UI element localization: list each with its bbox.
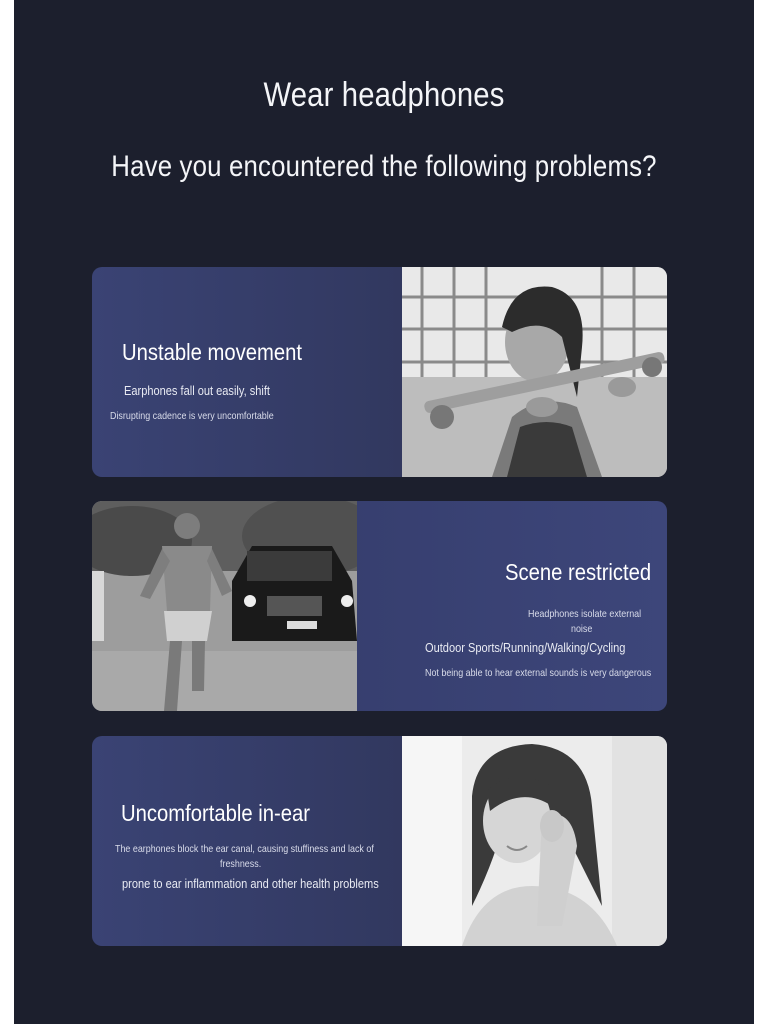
problem-card-uncomfortable-in-ear bbox=[92, 736, 667, 946]
card-description: Earphones fall out easily, shift bbox=[124, 383, 270, 398]
card-description-line-2: freshness. bbox=[220, 858, 262, 870]
card-note: Not being able to hear external sounds is very dangerous bbox=[425, 667, 652, 679]
card-description-line-1: Headphones isolate external bbox=[528, 608, 642, 620]
card-description-line-1: The earphones block the ear canal, causing stuffiness and lack of bbox=[115, 843, 374, 855]
card-note: Disrupting cadence is very uncomfortable bbox=[110, 410, 274, 422]
problem-card-unstable-movement bbox=[92, 267, 667, 477]
page-title: Wear headphones bbox=[263, 76, 505, 114]
card-activities: Outdoor Sports/Running/Walking/Cycling bbox=[425, 640, 626, 655]
problem-card-scene-restricted bbox=[92, 501, 667, 711]
woman-touching-ear-photo bbox=[402, 736, 667, 946]
page-subtitle: Have you encountered the following problems? bbox=[111, 150, 657, 183]
card-title: Uncomfortable in-ear bbox=[121, 800, 310, 826]
page-panel bbox=[14, 0, 754, 1024]
card-title: Scene restricted bbox=[504, 559, 651, 585]
woman-lifting-barbell-photo bbox=[402, 267, 667, 477]
card-note: prone to ear inflammation and other health problems bbox=[122, 876, 379, 891]
man-running-near-car-photo bbox=[92, 501, 357, 711]
card-title: Unstable movement bbox=[122, 339, 303, 365]
card-description-line-2: noise bbox=[571, 623, 593, 635]
